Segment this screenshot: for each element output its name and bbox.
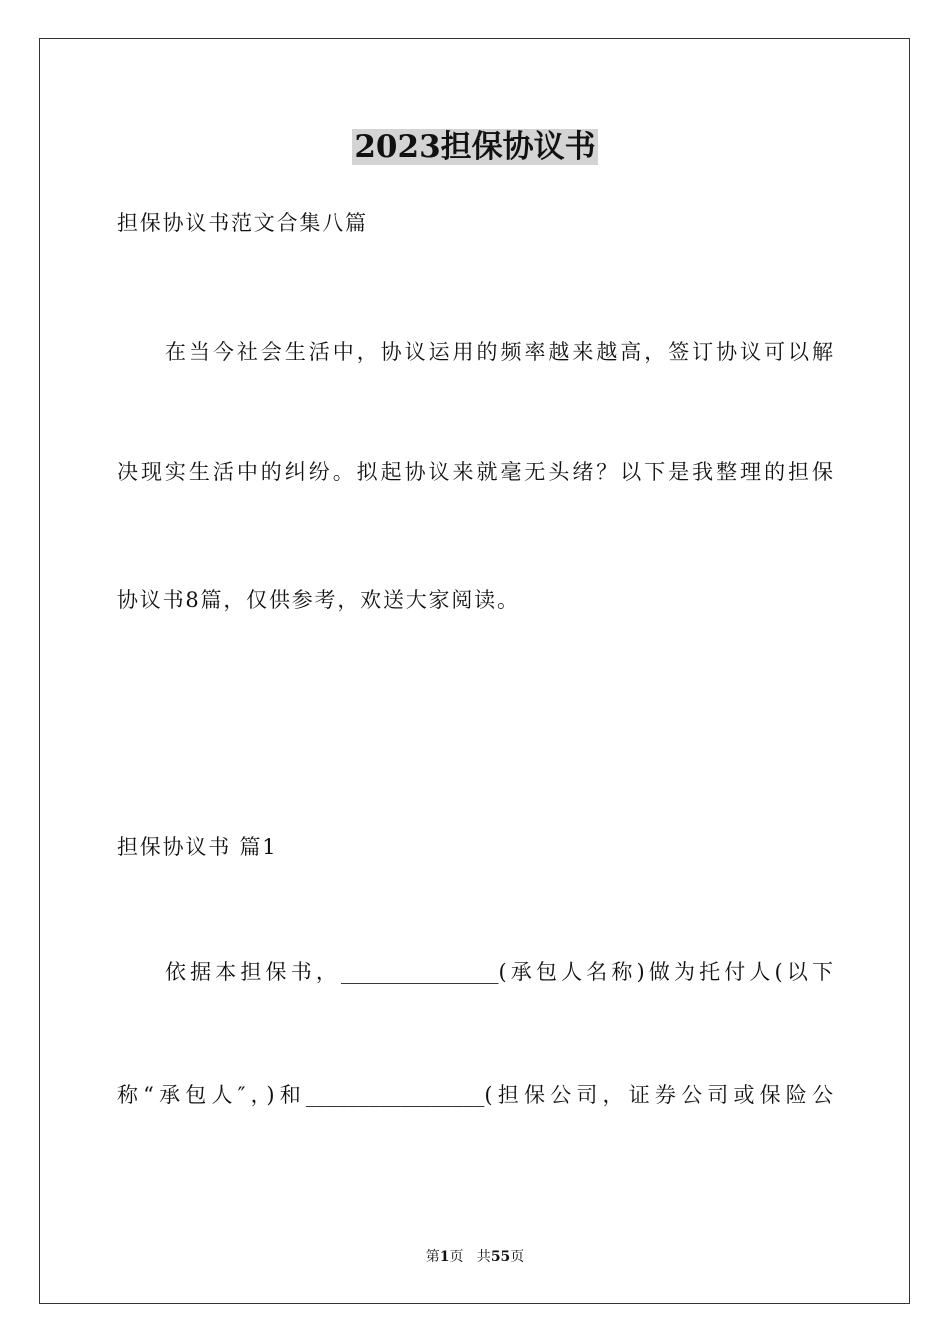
footer-page-prefix: 第 (425, 1249, 440, 1265)
footer-total-pages: 55 (490, 1249, 511, 1265)
intro-line-1: 在当今社会生活中，协议运用的频率越来越高，签订协议可以解 (165, 340, 833, 364)
footer-page-number: 1 (439, 1249, 450, 1265)
section-heading: 担保协议书 篇1 (117, 835, 278, 859)
intro-line-3: 协议书8篇，仅供参考，欢送大家阅读。 (117, 588, 520, 612)
page-footer (0, 1247, 950, 1267)
footer-total-suffix: 页 (510, 1249, 525, 1265)
document-title-text: 2023担保协议书 (354, 129, 596, 165)
document-subtitle: 担保协议书范文合集八篇 (117, 211, 368, 235)
body-line-1: 依据本担保书，_______________(承包人名称)做为托付人(以下 (165, 960, 833, 984)
body-line-2: 称“承包人″，)和_________________(担保公司，证券公司或保险公 (117, 1083, 833, 1107)
document-title (0, 126, 950, 168)
intro-line-2: 决现实生活中的纠纷。拟起协议来就毫无头绪？以下是我整理的担保 (117, 460, 833, 484)
footer-page-suffix: 页 共 (449, 1249, 491, 1265)
